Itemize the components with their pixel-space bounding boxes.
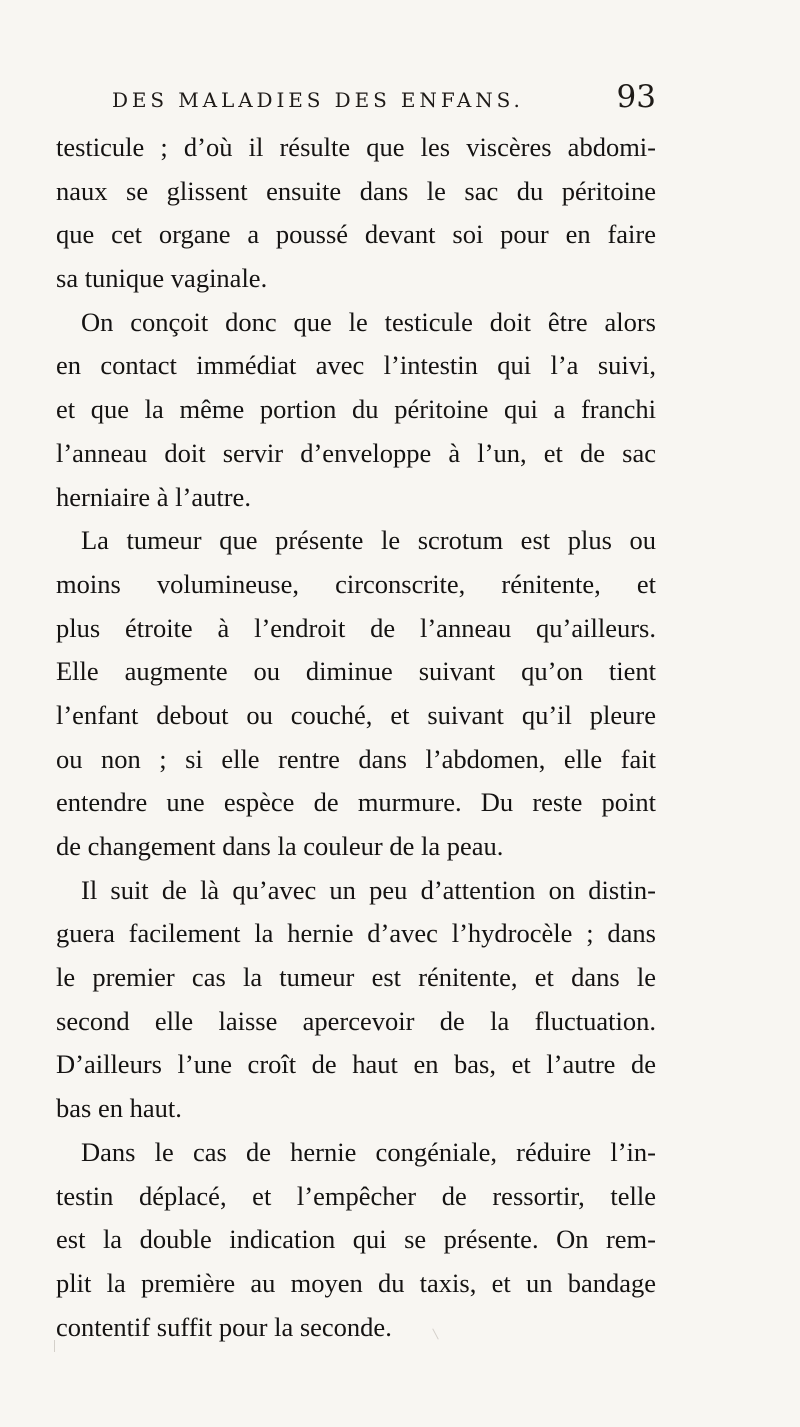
text-line-7: et que la même portion du péritoine qui a franchi	[56, 394, 656, 425]
text-line-8: l’anneau doit servir d’enveloppe à l’un, et de sac	[56, 437, 656, 468]
text-line-18: Il suit de là qu’avec un peu d’attention on distin-	[81, 874, 656, 905]
text-line-22: D’ailleurs l’une croît de haut en bas, et l’autre de	[56, 1049, 656, 1080]
text-line-12: plus étroite à l’endroit de l’anneau qu’ailleurs.	[56, 612, 656, 643]
text-line-24: Dans le cas de hernie congéniale, réduire l’in-	[81, 1136, 656, 1167]
text-line-28: contentif suffit pour la seconde.	[56, 1311, 392, 1342]
text-line-16: entendre une espèce de murmure. Du reste point	[56, 787, 656, 818]
body-text	[56, 126, 656, 1349]
text-line-15: ou non ; si elle rentre dans l’abdomen, elle fait	[56, 743, 656, 774]
paragraph-3	[56, 519, 656, 869]
text-line-20: le premier cas la tumeur est rénitente, et dans le	[56, 962, 656, 993]
running-title: DES MALADIES DES ENFANS.	[112, 88, 524, 112]
text-line-9: herniaire à l’autre.	[56, 481, 251, 512]
text-line-6: en contact immédiat avec l’intestin qui l’a suivi,	[56, 350, 656, 381]
text-line-4: sa tunique vaginale.	[56, 263, 268, 294]
text-line-11: moins volumineuse, circonscrite, rénitente, et	[56, 568, 656, 599]
text-line-25: testin déplacé, et l’empêcher de ressortir, telle	[56, 1180, 656, 1211]
text-line-5: On conçoit donc que le testicule doit être alors	[81, 306, 656, 337]
text-line-2: naux se glissent ensuite dans le sac du péritoine	[56, 175, 656, 206]
paper-speck	[54, 1340, 55, 1352]
text-line-1: testicule ; d’où il résulte que les viscères abdomi-	[56, 132, 656, 162]
text-line-3: que cet organe a poussé devant soi pour en faire	[56, 219, 656, 250]
paragraph-5	[56, 1131, 656, 1349]
text-line-10: La tumeur que présente le scrotum est plus ou	[81, 525, 656, 556]
text-line-14: l’enfant debout ou couché, et suivant qu’il pleure	[56, 699, 656, 730]
text-line-21: second elle laisse apercevoir de la fluctuation.	[56, 1005, 656, 1036]
text-line-13: Elle augmente ou diminue suivant qu’on tient	[56, 656, 656, 687]
page-number: 93	[616, 79, 656, 115]
paragraph-2	[56, 301, 656, 519]
text-line-26: est la double indication qui se présente. On rem-	[56, 1224, 656, 1255]
text-line-19: guera facilement la hernie d’avec l’hydrocèle ; dans	[56, 918, 656, 949]
running-header	[112, 79, 656, 128]
text-line-23: bas en haut.	[56, 1093, 182, 1124]
paragraph-1	[56, 126, 656, 301]
text-line-17: de changement dans la couleur de la peau.	[56, 831, 504, 861]
paragraph-4	[56, 869, 656, 1131]
text-line-27: plit la première au moyen du taxis, et un bandage	[56, 1267, 656, 1298]
